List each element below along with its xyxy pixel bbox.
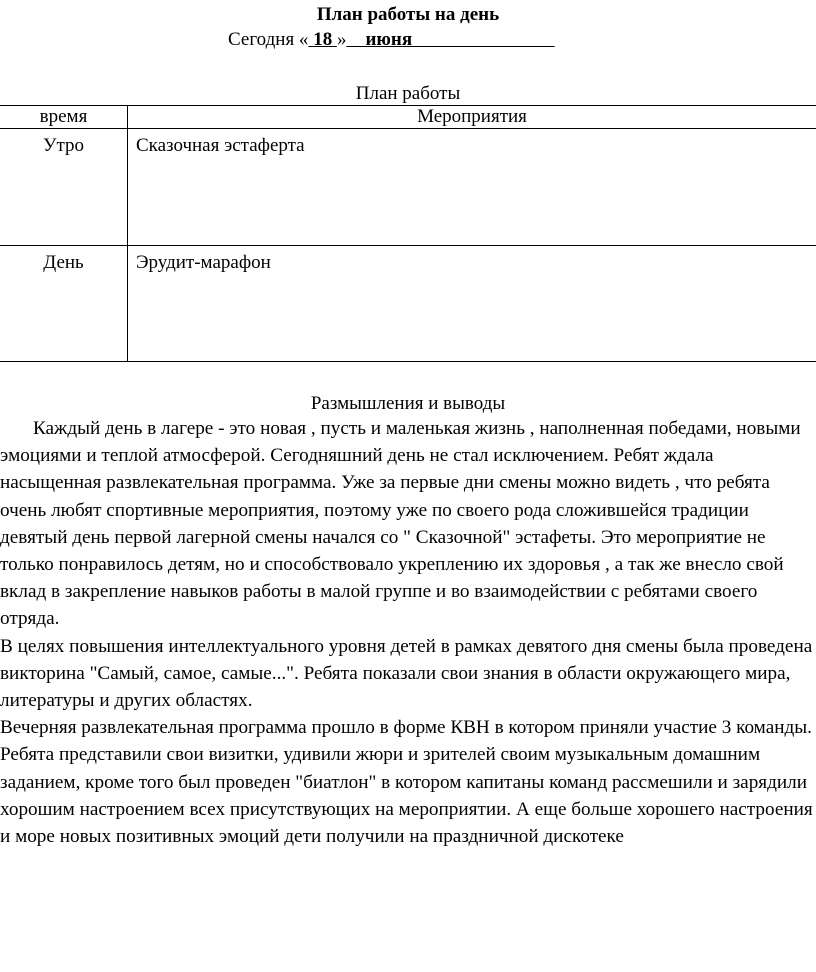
plan-table (0, 105, 816, 362)
page-title: План работы на день (316, 4, 500, 25)
reflection-paragraph: Каждый день в лагере - это новая , пусть и маленькая жизнь , наполненная победами, новыми эмоциями и теплой атмосферой. Сегодняшний день не стал исключением. Ребят ждала насыщенная развлекательная программа. Уже за первые дни смены можно видеть , что ребята очень любят спортивные мероприятия, поэтому уже по своего рода сложившейся традиции девятый день первой лагерной смены начался со " Сказочной" эстафеты. Это мероприятие не только понравилось детям, но и способствовало укреплению их здоровья , а так же внесло свой вклад в закрепление навыков работы в малой группе и во взаимодействии с ребятами своего отряда. (0, 418, 801, 630)
plan-heading: План работы (355, 83, 461, 104)
reflection-body (0, 415, 816, 850)
reflection-heading: Размышления и выводы (310, 393, 506, 414)
row-time-cell: День (0, 246, 128, 362)
column-header-time: время (0, 106, 128, 129)
date-line (228, 29, 555, 51)
reflection-paragraph: Вечерняя развлекательная программа прошло в форме КВН в котором приняли участие 3 команды. Ребята представили свои визитки, удивили жюри и зрителей своим музыкальным домашним заданием, кроме того был проведен "биатлон" в котором капитаны команд рассмешили и зарядили хорошим настроением всех присутствующих на мероприятии. А еще больше хорошего настроения и море новых позитивных эмоций дети получили на праздничной дискотеке (0, 717, 813, 848)
row-event-cell: Сказочная эстаферта (128, 129, 816, 246)
table-row (0, 129, 816, 246)
date-prefix: Сегодня « (228, 29, 309, 50)
date-month: июня (365, 29, 413, 50)
column-header-events: Мероприятия (128, 106, 816, 129)
date-day-field (308, 29, 337, 50)
reflection-paragraph: В целях повышения интеллектуального уровня детей в рамках девятого дня смены была проведена викторина "Самый, самое, самые...". Ребята показали свои знания в области окружающего мира, литературы и других областях. (0, 635, 813, 712)
row-time-cell: Утро (0, 129, 128, 246)
date-month-field (346, 29, 554, 50)
date-mid: » (336, 29, 347, 50)
table-row (0, 246, 816, 362)
row-event-cell: Эрудит-марафон (128, 246, 816, 362)
date-day: 18 (313, 29, 333, 50)
plan-header-row (0, 106, 816, 129)
